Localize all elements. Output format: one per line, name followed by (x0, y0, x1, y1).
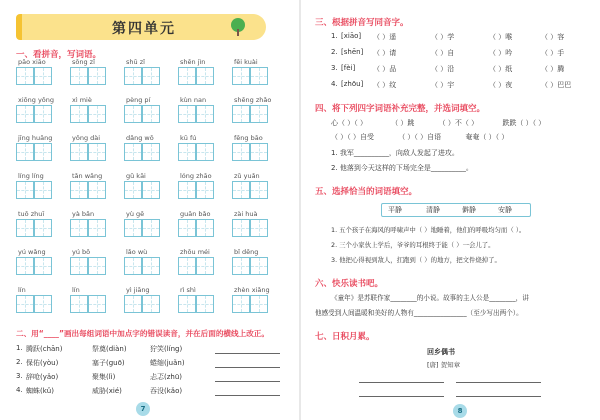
s2-word: 保佑(yòu) (26, 359, 59, 367)
writing-box[interactable] (178, 143, 196, 161)
section3-title: 三、根据拼音写同音字。 (315, 18, 409, 28)
s5-sentence2: 2. 三个小家伙上学后，爷爷的耳根终于能（ ）一会儿了。 (331, 241, 495, 249)
pinyin-label: fēng bāo (234, 134, 263, 142)
writing-box[interactable] (34, 143, 52, 161)
writing-box[interactable] (16, 67, 34, 85)
s2-word: 蜘蛛(kǔ) (26, 387, 54, 395)
pinyin-label: lín (18, 286, 26, 294)
pinyin-label: rì shì (180, 286, 196, 294)
writing-box[interactable] (88, 257, 106, 275)
pinyin-label: zhōu méi (180, 248, 210, 256)
pinyin-label: pāo xiāo (18, 58, 46, 66)
s3-cell: （ ）学 (431, 33, 455, 41)
writing-box[interactable] (250, 295, 268, 313)
answer-line[interactable] (215, 381, 280, 382)
s5-sentence3: 3. 他把心得视到敌人，扛跑到（ ）的地方，把文件烧掉了。 (331, 256, 501, 264)
writing-box[interactable] (34, 257, 52, 275)
s2-word: 1. (16, 344, 23, 352)
writing-box[interactable] (232, 143, 250, 161)
word-bank-item: 安静 (498, 206, 512, 214)
pinyin-label: sōng zǐ (72, 58, 95, 66)
writing-box[interactable] (178, 219, 196, 237)
pinyin-label: yú wǎng (18, 248, 46, 256)
s3-cell: （ ）请 (373, 49, 397, 57)
s5-sentence1: 1. 五个孩子在海风的呼啸声中（ ）地睡着，他们的呼吸均匀而（ ）。 (331, 226, 526, 234)
s3-cell: （ ）夜 (489, 81, 513, 89)
writing-box[interactable] (142, 181, 160, 199)
s4-sentence2: 2. 他落到今天这样的下场完全是__________。 (331, 164, 473, 172)
writing-box[interactable] (88, 143, 106, 161)
pinyin-label: shū zǐ (126, 58, 145, 66)
section6-title: 六、快乐读书吧。 (315, 279, 384, 289)
s6-text2: 他感受到人间温暖和美好的人物有________________（至少写出两个）。 (315, 309, 523, 317)
writing-box[interactable] (34, 181, 52, 199)
s3-cell: （ ）吟 (489, 49, 513, 57)
s3-cell: （ ）自 (431, 49, 455, 57)
pinyin-label: zhèn xiǎng (234, 286, 270, 294)
writing-box[interactable] (34, 67, 52, 85)
writing-box[interactable] (124, 143, 142, 161)
writing-box[interactable] (70, 181, 88, 199)
writing-box[interactable] (232, 105, 250, 123)
pinyin-label: yǒng dài (72, 134, 101, 142)
writing-box[interactable] (88, 67, 106, 85)
s3-cell: （ ）纹 (373, 81, 397, 89)
writing-box[interactable] (196, 67, 214, 85)
pinyin-label: lǎo wù (126, 248, 148, 256)
word-bank-item: 平静 (388, 206, 402, 214)
writing-box[interactable] (178, 257, 196, 275)
s3-cell: （ ）巴巴 (541, 81, 572, 89)
s3-cell: （ ）纸 (489, 65, 513, 73)
writing-box[interactable] (232, 181, 250, 199)
s3-cell: （ ）品 (373, 65, 397, 73)
pinyin-label: guān bǎo (180, 210, 211, 218)
s3-cell: 3. (331, 64, 338, 72)
answer-line[interactable] (215, 395, 280, 396)
writing-box[interactable] (196, 181, 214, 199)
s4-row2: （ ）（ ）自受 （ ）（ ）自语 奄奄（ ）（ ） (331, 133, 509, 141)
section7-title: 七、日积月累。 (315, 332, 375, 342)
writing-box[interactable] (142, 67, 160, 85)
writing-box[interactable] (70, 67, 88, 85)
section1-title: 一、看拼音，写词语。 (16, 50, 102, 60)
writing-box[interactable] (124, 219, 142, 237)
writing-box[interactable] (124, 67, 142, 85)
s3-cell: （ ）腾 (541, 65, 565, 73)
writing-box[interactable] (250, 67, 268, 85)
s2-word: 蜷缩(juǎn) (150, 359, 185, 367)
writing-box[interactable] (196, 219, 214, 237)
writing-box[interactable] (70, 257, 88, 275)
writing-box[interactable] (88, 181, 106, 199)
s3-cell: [xiāo] (341, 32, 362, 40)
writing-box[interactable] (196, 295, 214, 313)
writing-box[interactable] (178, 67, 196, 85)
s3-cell: （ ）遥 (373, 33, 397, 41)
s3-cell: [fèi] (341, 64, 356, 72)
writing-box[interactable] (142, 257, 160, 275)
page-number-left: 7 (136, 402, 150, 416)
pinyin-label: yù gē (126, 210, 145, 218)
answer-line[interactable] (215, 353, 280, 354)
writing-box[interactable] (70, 295, 88, 313)
writing-box[interactable] (232, 295, 250, 313)
page-number-right: 8 (453, 404, 467, 418)
s2-word: 4. (16, 386, 23, 394)
s3-cell: （ ）容 (541, 33, 565, 41)
s2-word: 祭奠(diàn) (92, 345, 127, 353)
writing-box[interactable] (124, 257, 142, 275)
pinyin-label: líng líng (18, 172, 44, 180)
pinyin-label: kū fú (180, 134, 197, 142)
writing-box[interactable] (142, 219, 160, 237)
writing-box[interactable] (142, 105, 160, 123)
poem-line (456, 382, 541, 383)
writing-box[interactable] (70, 219, 88, 237)
s2-word: 辞呛(yǎo) (26, 373, 59, 381)
writing-box[interactable] (196, 257, 214, 275)
pinyin-label: jīng huāng (18, 134, 53, 142)
writing-box[interactable] (250, 105, 268, 123)
writing-box[interactable] (142, 295, 160, 313)
writing-box[interactable] (16, 105, 34, 123)
s2-word: 狞笑(líng) (150, 345, 183, 353)
pinyin-label: shēn jìn (180, 58, 206, 66)
writing-box[interactable] (124, 181, 142, 199)
pinyin-label: tǎn wǎng (72, 172, 103, 180)
poem-line (456, 396, 541, 397)
pinyin-label: tuō zhuī (18, 210, 45, 218)
right-page (301, 0, 600, 420)
word-bank (381, 203, 531, 217)
writing-box[interactable] (88, 105, 106, 123)
poem-line (359, 382, 444, 383)
tree-icon (228, 17, 248, 37)
writing-box[interactable] (34, 105, 52, 123)
pinyin-label: dǎng wō (126, 134, 154, 142)
s3-cell: （ ）沿 (431, 65, 455, 73)
s2-word: 腾跃(chān) (26, 345, 63, 353)
writing-box[interactable] (88, 219, 106, 237)
poem-title: 回乡偶书 (427, 348, 455, 356)
section5-title: 五、选择恰当的词语填空。 (315, 187, 418, 197)
pinyin-label: gǔ kāi (126, 172, 146, 180)
pinyin-label: yà bǎn (72, 210, 95, 218)
writing-box[interactable] (88, 295, 106, 313)
writing-box[interactable] (178, 105, 196, 123)
unit-title: 第四单元 (112, 21, 176, 37)
pinyin-label: zài huà (234, 210, 258, 218)
writing-box[interactable] (250, 181, 268, 199)
answer-line[interactable] (215, 367, 280, 368)
pinyin-label: bǐ dēng (234, 248, 259, 256)
writing-box[interactable] (196, 143, 214, 161)
section2-title: 二、用“____”画出每组词语中加点字的错误读音，并在后面的横线上改正。 (16, 329, 269, 338)
writing-box[interactable] (16, 181, 34, 199)
s3-cell: 4. (331, 80, 338, 88)
pinyin-label: yú bō (72, 248, 91, 256)
writing-box[interactable] (178, 295, 196, 313)
s3-cell: （ ）宇 (431, 81, 455, 89)
writing-box[interactable] (178, 181, 196, 199)
writing-box[interactable] (232, 67, 250, 85)
word-bank-item: 僻静 (462, 206, 476, 214)
pinyin-label: shēng zhǎo (234, 96, 272, 104)
pinyin-label: xì miè (72, 96, 92, 104)
pinyin-label: kùn nan (180, 96, 207, 104)
writing-box[interactable] (250, 143, 268, 161)
s2-word: 3. (16, 372, 23, 380)
writing-box[interactable] (124, 295, 142, 313)
s3-cell: 2. (331, 48, 338, 56)
writing-box[interactable] (16, 219, 34, 237)
pinyin-label: lín (72, 286, 80, 294)
s2-word: 塞子(guō) (92, 359, 125, 367)
word-bank-item: 清静 (426, 206, 440, 214)
writing-box[interactable] (232, 257, 250, 275)
poem-author: [唐] 贺知章 (427, 361, 461, 369)
s3-cell: （ ）喉 (489, 33, 513, 41)
writing-box[interactable] (16, 143, 34, 161)
writing-box[interactable] (34, 295, 52, 313)
pinyin-label: zǔ yuǎn (234, 172, 260, 180)
s2-word: 聚集(lì) (92, 373, 116, 381)
writing-box[interactable] (16, 257, 34, 275)
pinyin-label: xiōng yǒng (18, 96, 55, 104)
s3-cell: [shēn] (341, 48, 364, 56)
s3-cell: 1. (331, 32, 338, 40)
s4-row1: 心（ ）（ ） （ ）跳 （ ）不（ ） 跌跌（ ）（ ） (331, 119, 546, 127)
writing-box[interactable] (250, 219, 268, 237)
s4-sentence1: 1. 我军__________，向敌人发起了进攻。 (331, 149, 459, 157)
s2-word: 2. (16, 358, 23, 366)
section4-title: 四、将下列四字词语补充完整，并选词填空。 (315, 104, 486, 114)
writing-box[interactable] (232, 219, 250, 237)
writing-box[interactable] (250, 257, 268, 275)
writing-box[interactable] (142, 143, 160, 161)
writing-box[interactable] (70, 143, 88, 161)
s2-word: 忐忑(zhū) (150, 373, 183, 381)
writing-box[interactable] (34, 219, 52, 237)
pinyin-label: yì jiāng (126, 286, 150, 294)
pinyin-label: pèng pí (126, 96, 151, 104)
poem-line (359, 396, 444, 397)
pinyin-label: lóng zhāo (180, 172, 212, 180)
s2-word: 威胁(xié) (92, 387, 122, 395)
s3-cell: [zhōu] (341, 80, 364, 88)
s6-text1: 《童年》是苏联作家________的小说。故事的主人公是________，讲 (331, 294, 529, 302)
s2-word: 吞没(kǎo) (150, 387, 183, 395)
writing-box[interactable] (70, 105, 88, 123)
pinyin-label: fēi kuài (234, 58, 258, 66)
writing-box[interactable] (124, 105, 142, 123)
left-page (0, 0, 299, 420)
s3-cell: （ ）手 (541, 49, 565, 57)
writing-box[interactable] (16, 295, 34, 313)
writing-box[interactable] (196, 105, 214, 123)
